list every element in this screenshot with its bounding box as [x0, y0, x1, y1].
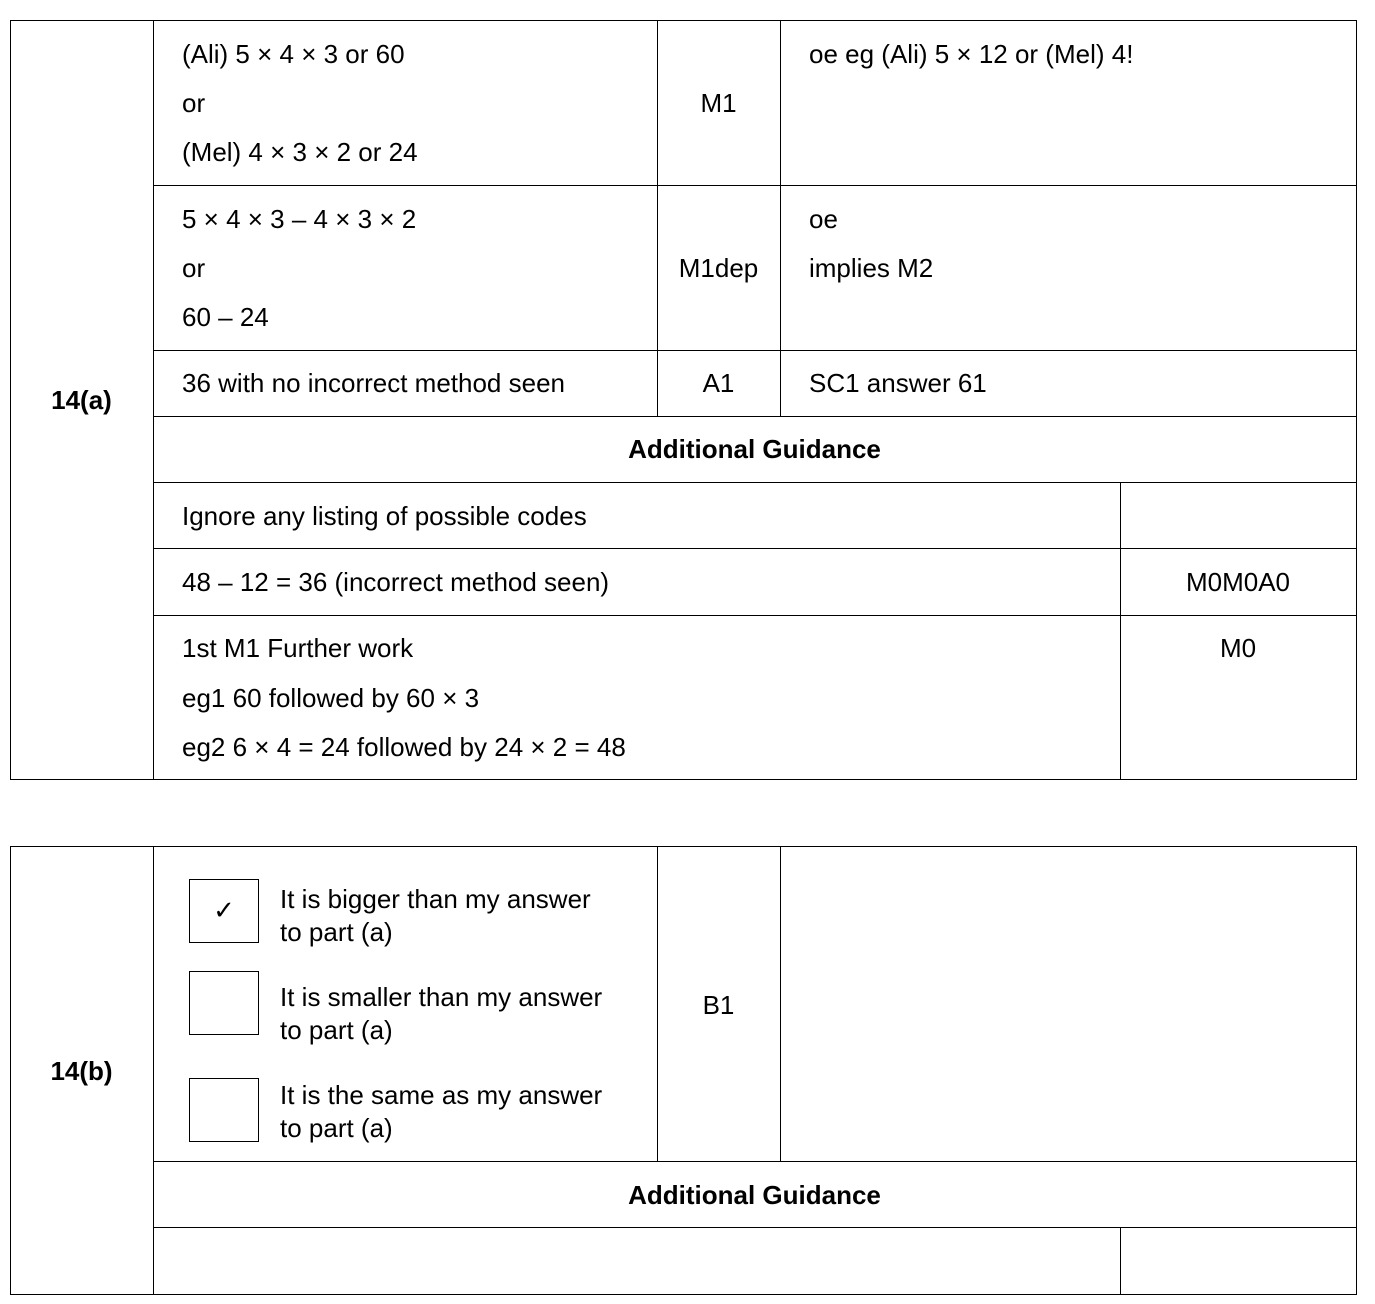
- question-number: 14(b): [50, 1056, 113, 1086]
- comment-line: oe eg (Ali) 5 × 12 or (Mel) 4!: [809, 39, 1134, 69]
- option-label-line: It is smaller than my answer: [280, 982, 603, 1012]
- guidance-line: 1st M1 Further work: [182, 633, 414, 663]
- guidance-mark: M0M0A0: [1185, 567, 1291, 597]
- mark-code: M1dep: [678, 253, 759, 283]
- mark-code: B1: [702, 990, 735, 1020]
- option-label: [280, 1079, 602, 1145]
- question-number: 14(a): [51, 385, 112, 415]
- guidance-mark: M0: [1219, 633, 1257, 663]
- answer-line: or: [182, 88, 206, 118]
- checkbox-bigger[interactable]: [189, 879, 259, 943]
- check-icon: ✓: [213, 896, 235, 926]
- option-label-line: It is the same as my answer: [280, 1080, 603, 1110]
- checkbox-smaller[interactable]: [189, 971, 259, 1035]
- comment-line: oe: [809, 204, 838, 234]
- answer-line: (Mel) 4 × 3 × 2 or 24: [182, 137, 418, 167]
- guidance-line: eg1 60 followed by 60 × 3: [182, 683, 480, 713]
- answer-line: 5 × 4 × 3 – 4 × 3 × 2: [182, 204, 417, 234]
- additional-guidance-heading: Additional Guidance: [628, 1180, 881, 1210]
- additional-guidance-heading: Additional Guidance: [628, 434, 881, 464]
- option-label-line: to part (a): [280, 1015, 393, 1045]
- answer-line: 36 with no incorrect method seen: [182, 368, 565, 398]
- comment-line: SC1 answer 61: [809, 368, 987, 398]
- option-label-line: to part (a): [280, 1113, 393, 1143]
- mark-code: M1: [700, 88, 737, 118]
- option-label-line: to part (a): [280, 917, 393, 947]
- guidance-line: 48 – 12 = 36 (incorrect method seen): [182, 567, 610, 597]
- answer-line: (Ali) 5 × 4 × 3 or 60: [182, 39, 405, 69]
- checkbox-same[interactable]: [189, 1078, 259, 1142]
- option-label: [280, 981, 602, 1047]
- guidance-line: eg2 6 × 4 = 24 followed by 24 × 2 = 48: [182, 732, 626, 762]
- comment-line: implies M2: [809, 253, 934, 283]
- option-label: [280, 883, 591, 949]
- guidance-line: Ignore any listing of possible codes: [182, 501, 587, 531]
- answer-line: 60 – 24: [182, 302, 269, 332]
- option-label-line: It is bigger than my answer: [280, 884, 591, 914]
- answer-line: or: [182, 253, 206, 283]
- mark-code: A1: [702, 368, 735, 398]
